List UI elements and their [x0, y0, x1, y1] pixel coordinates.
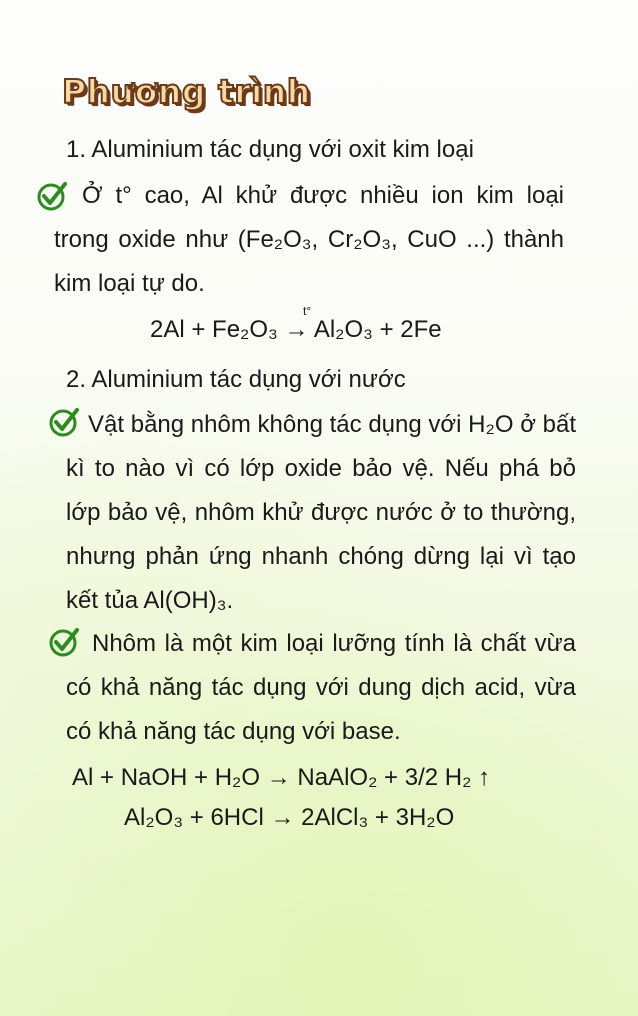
section2-heading: 2. Aluminium tác dụng với nước: [66, 366, 406, 393]
equation-al-naoh: Al + NaOH + H₂O → NaAlO₂ + 3/2 H₂ ↑: [72, 764, 491, 791]
equation-al2o3-hcl: Al₂O₃ + 6HCl → 2AlCl₃ + 3H₂O: [124, 804, 455, 831]
reaction-condition: t°: [303, 304, 312, 318]
section1-paragraph: [54, 174, 564, 306]
equation-thermite: 2Al + Fe₂O₃ → Al₂O₃ + 2Fe: [150, 316, 442, 343]
section2-paragraph1-text: Vật bằng nhôm không tác dụng với H₂O ở bất kì to nào vì có lớp oxide bảo vệ. Nếu phá bỏ lớp bảo vệ, nhôm khử được nước ở to thường, nhưng phản ứng nhanh chóng dừng lại vì tạo kết tủa Al(OH)₃.: [66, 411, 576, 614]
section2-paragraph2-text: Nhôm là một kim loại lưỡng tính là chất vừa có khả năng tác dụng với dung dịch acid, vừa có khả năng tác dụng với base.: [66, 630, 576, 745]
page-title: Phương trình: [62, 72, 311, 111]
section1-heading: 1. Aluminium tác dụng với oxit kim loại: [66, 136, 474, 163]
section1-paragraph-text: Ở t° cao, Al khử được nhiều ion kim loại trong oxide như (Fe₂O₃, Cr₂O₃, CuO ...) thành kim loại tự do.: [54, 182, 564, 297]
section2-paragraph2: [66, 622, 576, 754]
section2-paragraph1: [66, 403, 576, 623]
